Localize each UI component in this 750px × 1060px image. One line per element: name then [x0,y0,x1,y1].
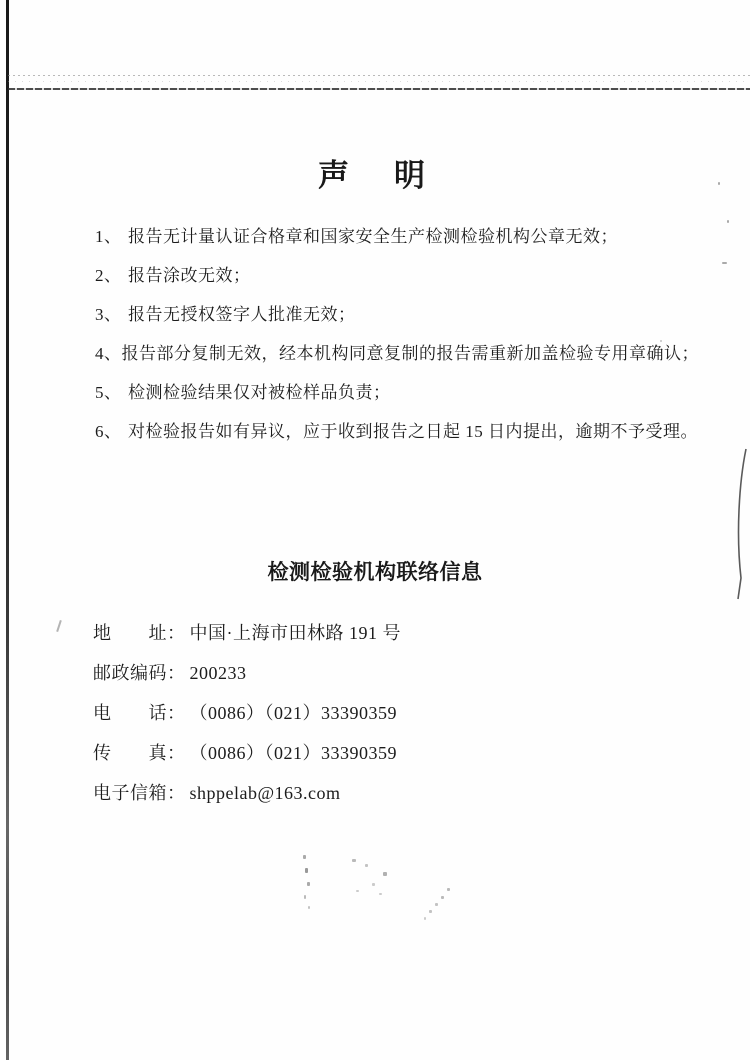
scan-speck [435,903,438,906]
scan-speck [365,864,368,867]
scan-dotted-line-top [8,75,750,76]
statement-item-text: 检测检验结果仅对被检样品负责； [128,383,391,402]
contact-info-block [93,622,653,822]
contact-row-fax [93,742,653,764]
address-value: 中国·上海市田林路 191 号 [189,623,401,643]
statement-item-number: 2、 [95,266,122,285]
fax-value: （0086）（021）33390359 [189,743,397,763]
statement-item-number: 5、 [95,383,122,402]
statement-item-text: 报告涂改无效； [128,266,251,285]
scan-dashed-line [8,88,750,90]
scan-speck [307,882,310,886]
contact-row-email [93,782,653,804]
statement-item-4 [95,343,725,364]
scan-dotted-line-faint [8,81,750,82]
phone-label: 电 话： [93,703,186,723]
postcode-label: 邮政编码： [93,663,186,683]
scan-pencil-mark [56,620,62,632]
statement-item-text: 对检验报告如有异议，应于收到报告之日起 15 日内提出，逾期不予受理。 [128,422,698,441]
statement-item-2 [95,265,725,286]
statement-item-3 [95,304,725,325]
contact-row-postcode [93,662,653,684]
scan-speck [429,910,432,913]
statement-item-text: 报告无计量认证合格章和国家安全生产检测检验机构公章无效； [128,227,618,246]
statement-item-text: 报告部分复制无效，经本机构同意复制的报告需重新加盖检验专用章确认； [121,344,699,363]
scan-speck [727,220,729,223]
postcode-value: 200233 [189,663,247,683]
email-value: shppelab@163.com [189,783,341,803]
declaration-list [95,226,725,460]
contact-row-address [93,622,653,644]
statement-item-number: 1、 [95,227,122,246]
scan-speck [305,868,308,873]
scan-speck [352,859,356,862]
scan-speck [303,855,306,859]
scan-speck [447,888,450,891]
statement-item-number: 3、 [95,305,122,324]
statement-item-6 [95,421,725,442]
phone-value: （0086）（021）33390359 [189,703,397,723]
contact-section-heading: 检测检验机构联络信息 [267,560,483,584]
scan-speck [308,906,310,909]
statement-item-number: 4、 [95,344,122,363]
fax-label: 传 真： [93,743,186,763]
declaration-title: 声 明 [318,158,432,193]
scan-speck [372,883,375,886]
scan-speck [441,896,444,899]
statement-item-5 [95,382,725,403]
email-label: 电子信箱： [93,783,186,803]
scan-speck [379,893,382,895]
address-label: 地 址： [93,623,186,643]
scan-speck [383,872,387,876]
scan-speck [304,895,306,899]
statement-item-1 [95,226,725,247]
statement-item-text: 报告无授权签字人批准无效； [128,305,356,324]
statement-item-number: 6、 [95,422,122,441]
contact-row-phone [93,702,653,724]
scan-speck [424,917,426,920]
scan-speck [356,890,359,892]
